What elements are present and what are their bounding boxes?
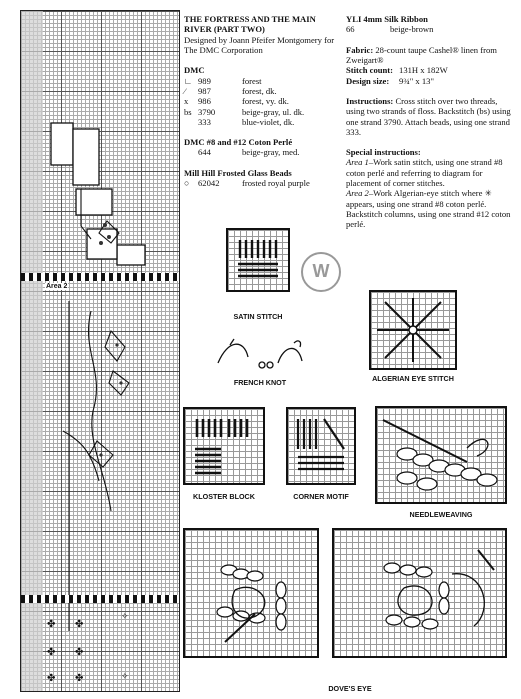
instructions-label: Instructions:	[346, 95, 394, 106]
algerian-eye-caption: ALGERIAN EYE STITCH	[372, 374, 454, 383]
floss-symbol: bs	[184, 106, 192, 117]
floss-row	[184, 76, 304, 86]
doves-eye-diagram-right	[332, 528, 507, 658]
doves-eye-caption: DOVE'S EYE	[328, 684, 372, 693]
bead-number: 62042	[198, 178, 220, 189]
stitch-count-value: 131H x 182W	[399, 65, 448, 76]
special-header: Special instructions:	[346, 147, 421, 158]
publisher-logo: W	[301, 252, 341, 292]
ribbon-table	[346, 24, 433, 34]
dmc-header: DMC	[184, 65, 205, 76]
ribbon-number: 66	[346, 24, 355, 35]
designer-credit: Designed by Joann Pfeifer Montgomery for The DMC Corporation	[184, 34, 335, 55]
cross-stitch-chart	[20, 10, 180, 692]
svg-text:✤: ✤	[75, 619, 84, 630]
area-1-text: –Work satin stitch, using one strand #8 coton perlé and referring to diagram for placement of corner stitches.	[346, 157, 503, 189]
floss-name: forest, dk.	[242, 85, 277, 96]
fabric-line	[346, 45, 514, 66]
svg-text:✧: ✧	[121, 671, 129, 681]
chart-border-band	[21, 273, 179, 281]
perle-header: DMC #8 and #12 Coton Perlé	[184, 137, 293, 148]
key-column-1	[184, 14, 339, 188]
ribbon-header: YLI 4mm Silk Ribbon	[346, 14, 428, 24]
floss-symbol: ⁄	[184, 85, 186, 96]
french-knot-caption: FRENCH KNOT	[233, 378, 287, 387]
area-1-instructions	[346, 157, 514, 188]
design-size-label: Design size:	[346, 75, 390, 86]
floss-number: 987	[198, 85, 211, 96]
corner-motif-caption: CORNER MOTIF	[293, 492, 349, 501]
floss-number: 986	[198, 96, 211, 107]
svg-text:✧: ✧	[121, 611, 129, 621]
spec-table	[346, 65, 454, 86]
floss-name: beige-gray, ul. dk.	[242, 106, 305, 117]
floss-row	[184, 86, 304, 96]
doves-eye-diagram-left	[183, 528, 319, 658]
area-1-label: Area 1	[346, 157, 369, 168]
chart-border-band	[21, 595, 179, 603]
satin-stitch-diagram	[226, 228, 290, 292]
satin-stitch-caption: SATIN STITCH	[233, 312, 283, 321]
floss-number: 333	[198, 116, 211, 127]
area-2-label: Area 2	[46, 283, 68, 290]
stitch-count-row	[346, 65, 454, 75]
floss-row	[184, 107, 304, 117]
floss-table	[184, 76, 304, 128]
floss-name: forest	[242, 75, 262, 86]
floss-symbol: ∟	[184, 75, 193, 86]
bead-symbol: ○	[184, 178, 190, 189]
kloster-block-caption: KLOSTER BLOCK	[193, 492, 255, 501]
chart-bead-motifs	[21, 609, 179, 689]
floss-name: blue-violet, dk.	[242, 116, 295, 127]
beads-header: Mill Hill Frosted Glass Beads	[184, 167, 292, 178]
design-size-row	[346, 76, 454, 86]
french-knot-diagram	[214, 335, 306, 375]
design-size-value: 9¾" x 13"	[399, 75, 434, 86]
svg-text:✤: ✤	[47, 647, 56, 658]
fabric-label: Fabric:	[346, 44, 374, 55]
key-column-2	[346, 14, 514, 230]
kloster-block-diagram	[183, 407, 265, 485]
algerian-eye-diagram	[369, 290, 457, 370]
floss-number: 989	[198, 75, 211, 86]
area-2-instructions	[346, 188, 514, 229]
perle-row	[184, 147, 299, 157]
perle-number: 644	[198, 147, 211, 158]
floss-row	[184, 117, 304, 127]
stitch-count-label: Stitch count:	[346, 65, 394, 76]
floss-symbol: x	[184, 96, 189, 107]
bead-row	[184, 178, 310, 188]
fabric-text: 28-count taupe Cashel® linen from Zweigart®	[346, 44, 497, 65]
instructions-text: Cross stitch over two threads, using two strands of floss. Backstitch (bs) using one strand 3790. Attach beads, using one strand 333.	[346, 95, 511, 137]
perle-table	[184, 147, 299, 157]
needleweaving-caption: NEEDLEWEAVING	[409, 510, 473, 519]
corner-motif-diagram	[286, 407, 356, 485]
bead-name: frosted royal purple	[242, 178, 310, 189]
ribbon-name: beige-brown	[390, 24, 434, 35]
floss-row	[184, 96, 304, 106]
area-2-text: –Work Algerian-eye stitch where ✳ appears, using one strand #8 coton perlé. Backstitch columns, using one strand #12 coton perlé.	[346, 188, 511, 230]
perle-name: beige-gray, med.	[242, 147, 300, 158]
floss-number: 3790	[198, 106, 216, 117]
svg-text:✤: ✤	[75, 647, 84, 658]
chart-motif	[21, 11, 179, 691]
pattern-title: THE FORTRESS AND THE MAIN RIVER (PART TWO)	[184, 14, 316, 35]
floss-symbol	[184, 117, 198, 127]
floss-name: forest, vy. dk.	[242, 96, 289, 107]
area-2-label-text: Area 2	[346, 188, 369, 199]
instructions	[346, 96, 514, 137]
svg-text:✤: ✤	[47, 619, 56, 630]
svg-text:✤: ✤	[75, 673, 84, 684]
ribbon-row	[346, 24, 433, 34]
beads-table	[184, 178, 310, 188]
needleweaving-diagram	[375, 406, 507, 504]
svg-text:✤: ✤	[47, 673, 56, 684]
